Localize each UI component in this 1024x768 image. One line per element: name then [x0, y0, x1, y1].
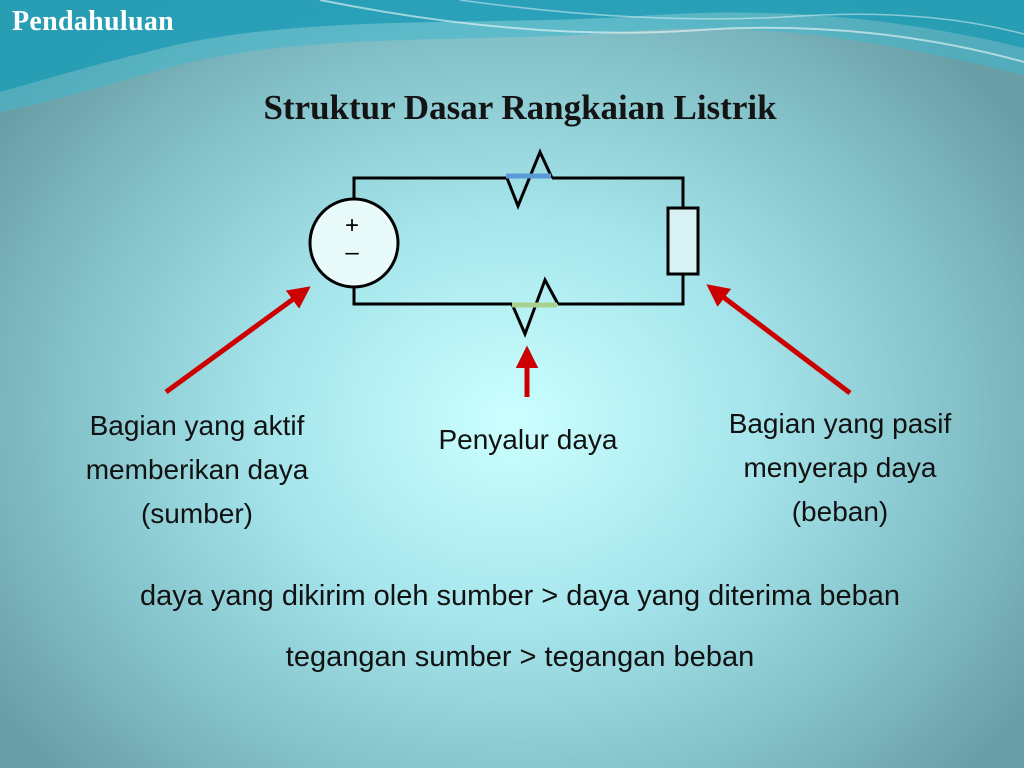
source-label-line2: memberikan daya	[85, 454, 309, 485]
load-label	[680, 402, 1000, 534]
load-label-line3: (beban)	[791, 496, 889, 527]
wire-top-left	[354, 178, 507, 203]
source-minus-sign: –	[345, 239, 359, 266]
section-title: Pendahuluan	[12, 6, 175, 37]
conductor-label-text: Penyalur daya	[438, 424, 618, 455]
conductor-label	[388, 418, 668, 462]
load-label-line1: Bagian yang pasif	[728, 408, 952, 439]
arrow-to-load	[710, 287, 850, 393]
source-plus-sign: +	[344, 212, 360, 239]
load-resistor	[668, 208, 698, 274]
voltage-statement: tegangan sumber > tegangan beban	[285, 641, 755, 673]
wire-top-right	[552, 178, 683, 208]
slide-title: Struktur Dasar Rangkaian Listrik	[263, 88, 777, 127]
load-label-line2: menyerap daya	[743, 452, 937, 483]
wire-bottom-right	[558, 274, 683, 304]
power-statement: daya yang dikirim oleh sumber > daya yang diterima beban	[139, 580, 901, 612]
arrow-to-source	[166, 289, 307, 392]
source-label-line1: Bagian yang aktif	[89, 410, 305, 441]
source-label	[37, 404, 357, 536]
wire-bottom-left	[354, 283, 512, 304]
voltage-source	[310, 199, 398, 287]
wire-top-zigzag	[507, 152, 552, 206]
source-label-line3: (sumber)	[140, 498, 253, 529]
